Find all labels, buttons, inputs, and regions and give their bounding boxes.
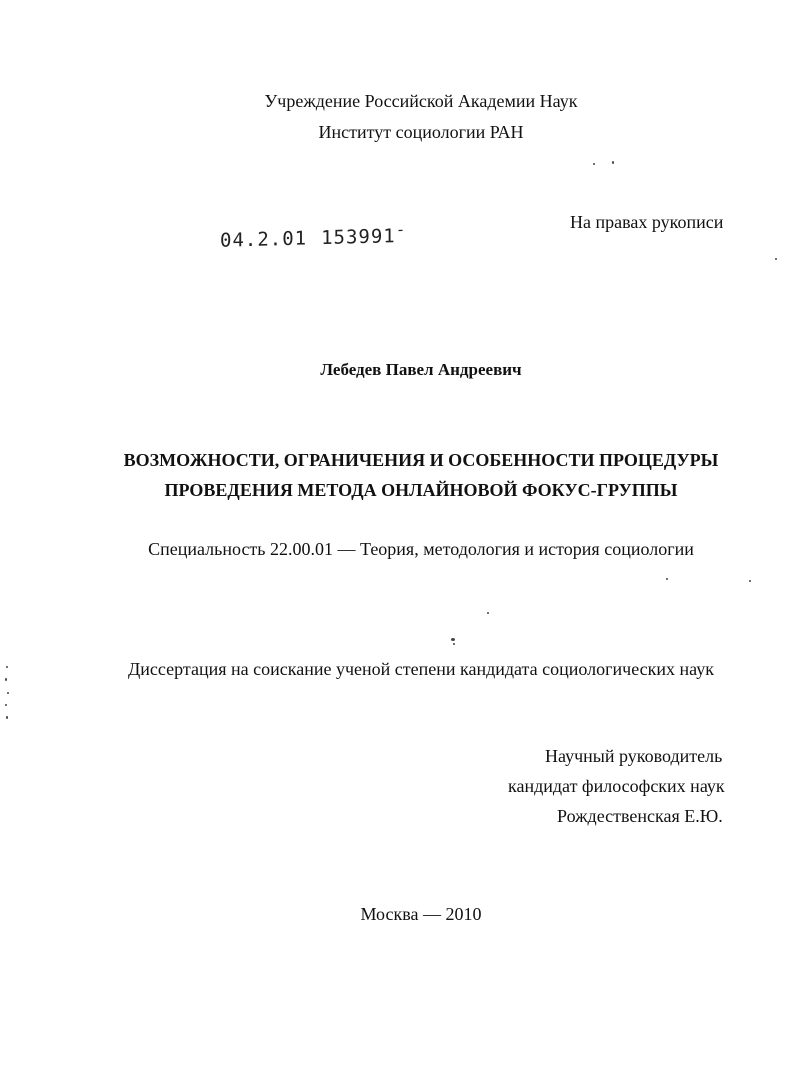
scan-speck bbox=[775, 258, 777, 260]
supervisor-degree: кандидат философских наук bbox=[508, 776, 725, 796]
scan-speck bbox=[451, 638, 455, 641]
stamp-dash: - bbox=[395, 219, 407, 239]
specialty-line: Специальность 22.00.01 — Теория, методология и история социологии bbox=[148, 539, 694, 559]
scan-speck bbox=[593, 163, 595, 165]
institution-line-2: Институт социологии РАН bbox=[318, 122, 524, 142]
supervisor-role: Научный руководитель bbox=[545, 746, 723, 766]
scan-speck bbox=[6, 716, 8, 719]
scan-speck bbox=[666, 578, 668, 580]
archive-stamp bbox=[220, 220, 406, 252]
stamp-date: 04.2.01 bbox=[220, 227, 308, 252]
rights-note: На правах рукописи bbox=[570, 212, 724, 232]
scan-speck bbox=[453, 643, 455, 645]
supervisor-name: Рождественская Е.Ю. bbox=[557, 806, 723, 826]
author-name: Лебедев Павел Андреевич bbox=[320, 360, 522, 379]
scan-speck bbox=[5, 678, 7, 681]
city-year: Москва — 2010 bbox=[360, 904, 482, 924]
degree-statement: Диссертация на соискание ученой степени кандидата социологических наук bbox=[128, 659, 714, 679]
scan-speck bbox=[7, 692, 9, 694]
dissertation-title-line-1: ВОЗМОЖНОСТИ, ОГРАНИЧЕНИЯ И ОСОБЕННОСТИ ПРОЦЕДУРЫ bbox=[123, 450, 719, 470]
scan-speck bbox=[749, 580, 751, 582]
scan-speck bbox=[612, 161, 614, 164]
scan-speck bbox=[6, 666, 8, 668]
stamp-number: 153991 bbox=[321, 225, 396, 250]
dissertation-title-line-2: ПРОВЕДЕНИЯ МЕТОДА ОНЛАЙНОВОЙ ФОКУС-ГРУППЫ bbox=[164, 480, 678, 500]
institution-line-1: Учреждение Российской Академии Наук bbox=[264, 91, 578, 111]
scan-speck bbox=[5, 704, 7, 706]
scan-speck bbox=[487, 612, 489, 614]
